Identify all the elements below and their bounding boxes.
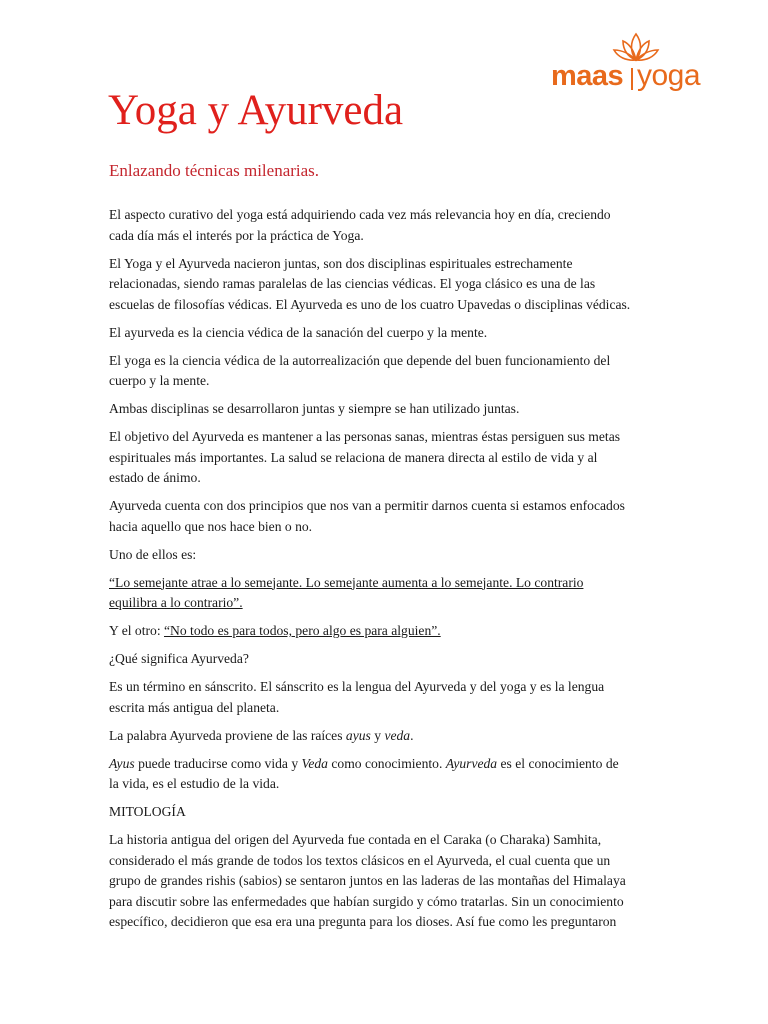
maas-yoga-logo xyxy=(551,30,721,100)
paragraph: El ayurveda es la ciencia védica de la sanación del cuerpo y la mente. xyxy=(109,324,488,340)
logo-maas-text: maas xyxy=(551,60,624,92)
paragraph: La historia antigua del origen del Ayurveda fue contada en el Caraka (o Charaka) Samhita, considerado el más grande de todos los textos clásicos en el Ayurveda, el cual cuenta que un grupo de grandes rishis (sabios) se sentaron juntos en las laderas de las montañas del Himalaya para discutir sobre las enfermedades que habían surgido y cómo tratarlas. Sin un conocimiento específico, decidieron que esa era una pregunta para los dioses. Así fue como les preguntaron xyxy=(109,832,626,929)
page-title: Yoga y Ayurveda xyxy=(108,87,404,134)
paragraph: El objetivo del Ayurveda es mantener a las personas sanas, mientras éstas persiguen sus metas espirituales más importantes. La salud se relaciona de manera directa al estilo de vida y al estado de ánimo. xyxy=(109,429,621,485)
paragraph: El yoga es la ciencia védica de la autorrealización que depende del buen funcionamiento del cuerpo y la mente. xyxy=(109,352,611,388)
document-body xyxy=(109,205,669,940)
quote-principle-2: Y el otro: “No todo es para todos, pero algo es para alguien”. xyxy=(109,623,441,638)
page-subtitle: Enlazando técnicas milenarias. xyxy=(109,161,320,180)
paragraph: La palabra Ayurveda proviene de las raíces ayus y veda. xyxy=(109,727,414,743)
section-heading: MITOLOGÍA xyxy=(109,804,186,819)
paragraph: ¿Qué significa Ayurveda? xyxy=(109,651,249,666)
paragraph: El aspecto curativo del yoga está adquiriendo cada vez más relevancia hoy en día, creciendo cada día más el interés por la práctica de Yoga. xyxy=(109,207,611,243)
logo-yoga-text: yoga xyxy=(637,59,701,92)
paragraph: Es un término en sánscrito. El sánscrito es la lengua del Ayurveda y del yoga y es la lengua escrita más antigua del planeta. xyxy=(109,679,605,715)
paragraph: Uno de ellos es: xyxy=(109,546,197,562)
logo-divider xyxy=(631,68,633,90)
paragraph: Ayurveda cuenta con dos principios que nos van a permitir darnos cuenta si estamos enfocados hacia aquello que nos hace bien o no. xyxy=(109,498,625,534)
quote-principle-1: “Lo semejante atrae a lo semejante. Lo semejante aumenta a lo semejante. Lo contrario equilibra a lo contrario”. xyxy=(109,574,584,610)
paragraph: El Yoga y el Ayurveda nacieron juntas, son dos disciplinas espirituales estrechamente relacionadas, siendo ramas paralelas de las ciencias védicas. El yoga clásico es una de las escuelas de filosofías védicas. El Ayurveda es uno de los cuatro Upavedas o disciplinas védicas. xyxy=(109,255,631,312)
paragraph: Ambas disciplinas se desarrollaron juntas y siempre se han utilizado juntas. xyxy=(109,401,520,416)
paragraph: Ayus puede traducirse como vida y Veda como conocimiento. Ayurveda es el conocimiento de la vida, es el estudio de la vida. xyxy=(109,755,619,791)
